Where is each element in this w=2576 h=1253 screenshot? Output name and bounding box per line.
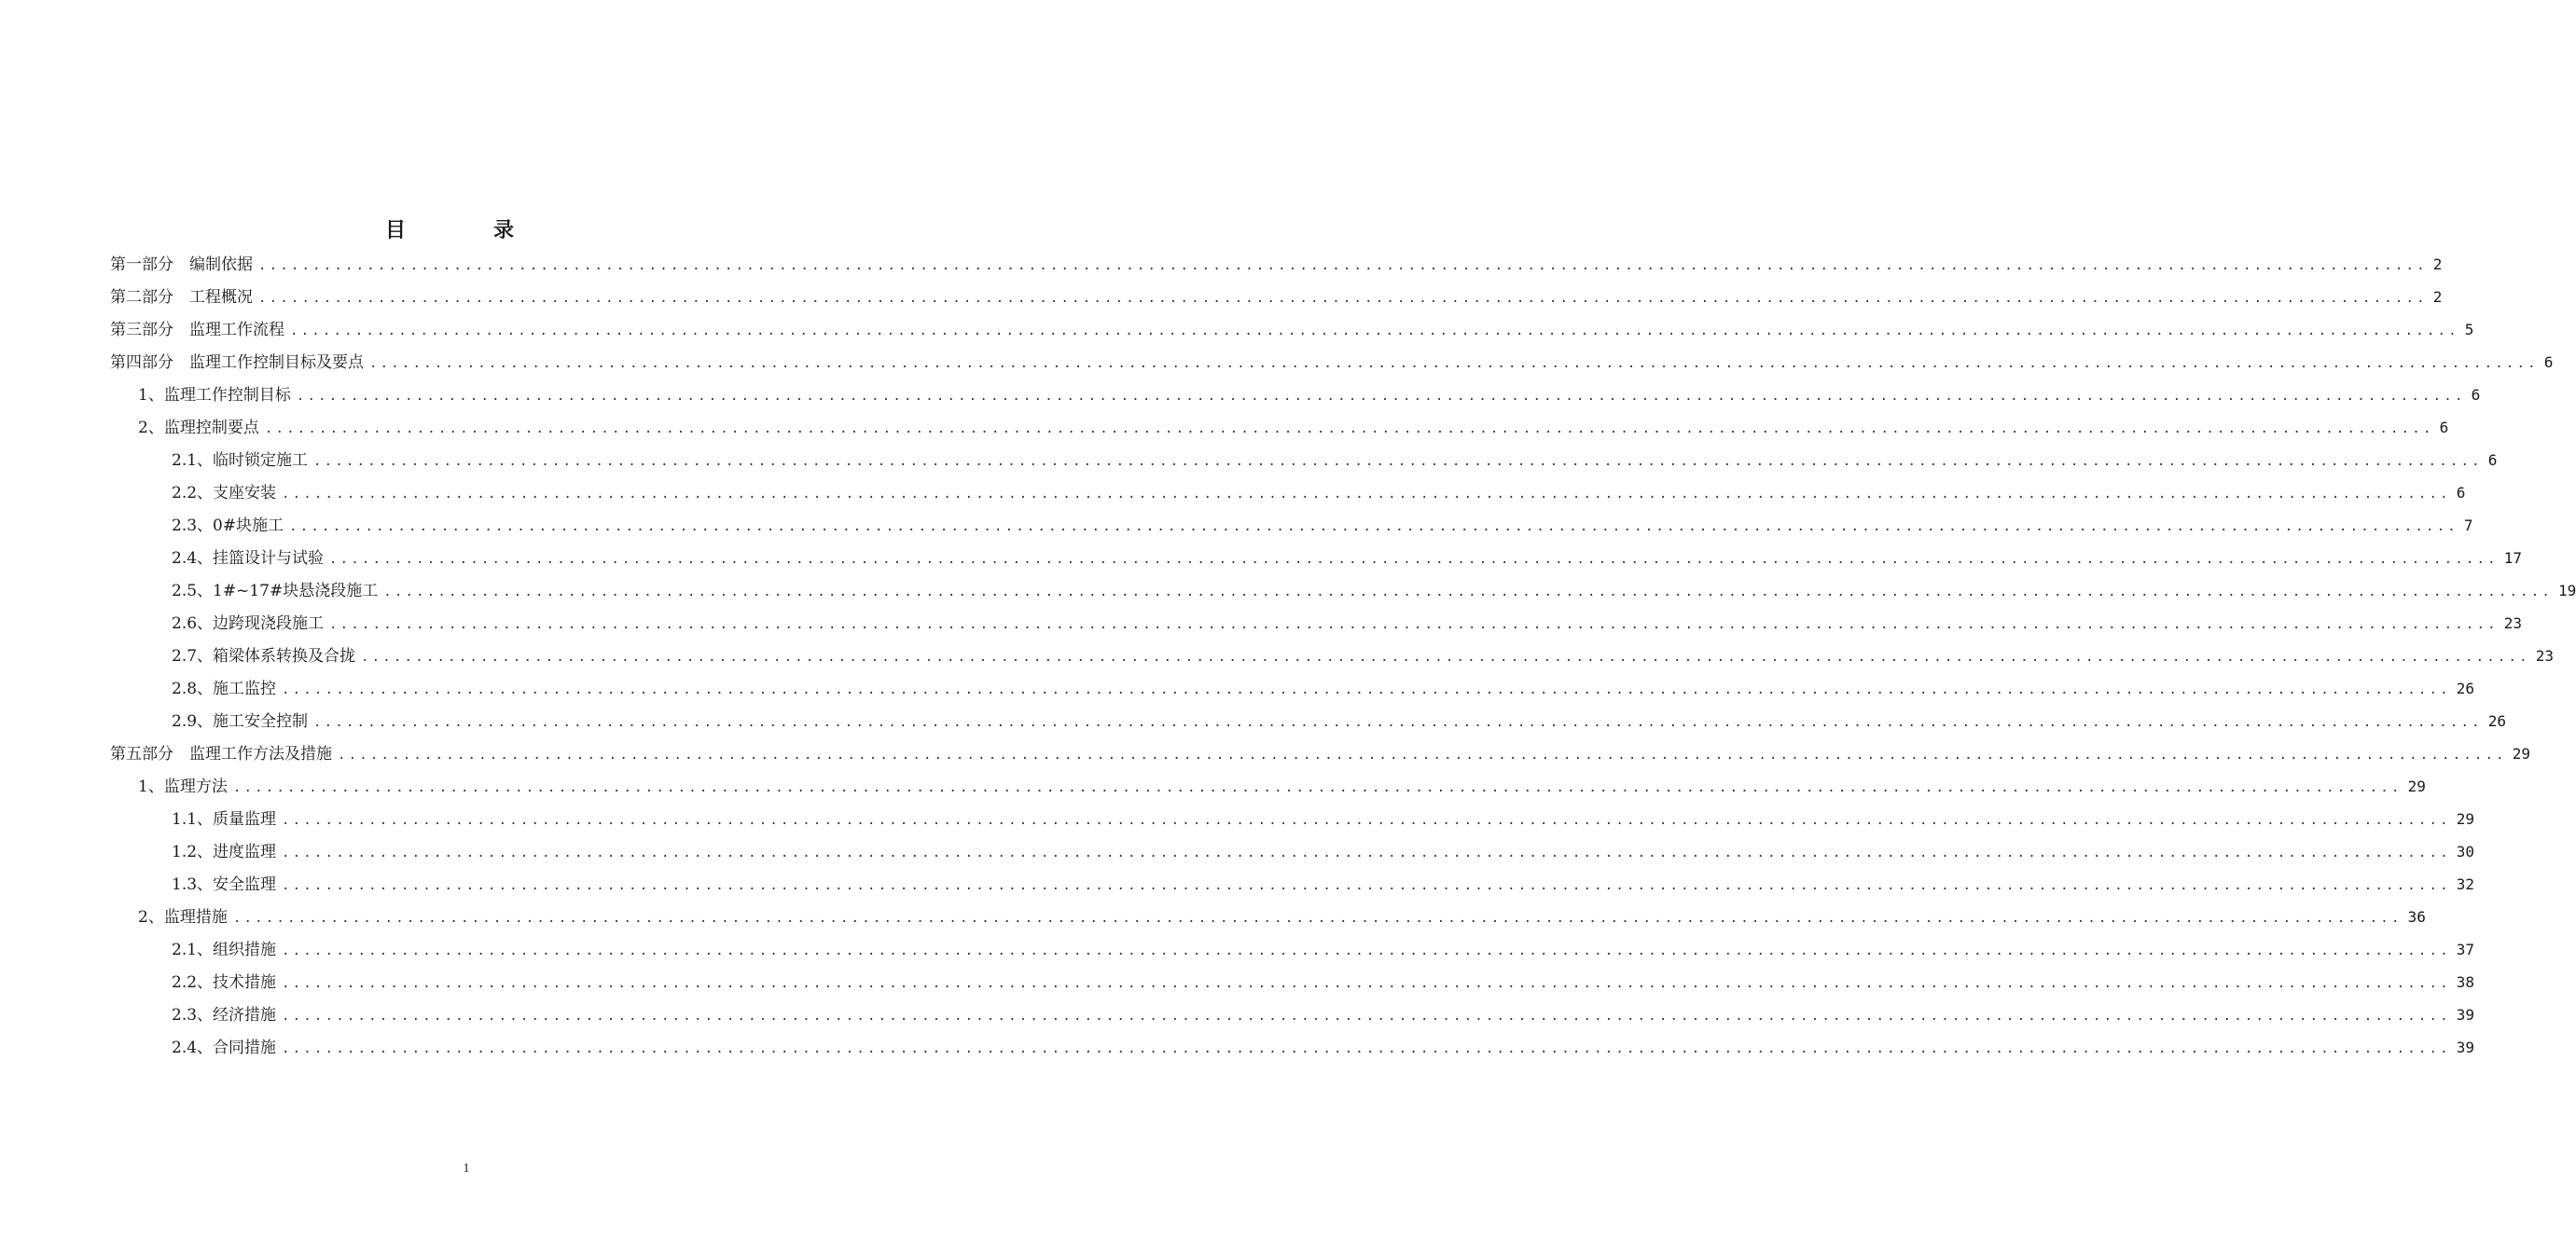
toc-entry-label: 第一部分 编制依据 <box>110 255 253 274</box>
toc-entry[interactable] <box>172 509 2473 542</box>
dot-leader: ........................................................................................................................................................................................................ <box>361 650 2530 665</box>
toc-entry-label: 1、监理工作控制目标 <box>138 386 291 405</box>
dot-leader: ........................................................................................................................................................................................................ <box>282 878 2451 893</box>
toc-entry-page: 17 <box>2503 549 2523 567</box>
toc-entry[interactable] <box>172 640 2555 672</box>
toc-entry-page: 36 <box>2407 908 2426 926</box>
toc-entry-page: 2 <box>2432 255 2443 273</box>
toc-entry-label: 2.8、施工监控 <box>172 680 277 698</box>
dot-leader: ........................................................................................................................................................................................................ <box>232 911 2403 926</box>
dot-leader: ........................................................................................................................................................................................................ <box>289 519 2458 534</box>
dot-leader: ........................................................................................................................................................................................................ <box>282 943 2451 958</box>
toc-entry[interactable] <box>172 705 2507 737</box>
toc-entry-label: 2.3、0#块施工 <box>172 516 284 535</box>
toc-entry-label: 2.9、施工安全控制 <box>172 712 309 731</box>
toc-entry-page: 38 <box>2456 973 2475 991</box>
toc-entry-page: 39 <box>2456 1039 2475 1056</box>
dot-leader: ........................................................................................................................................................................................................ <box>282 976 2451 991</box>
dot-leader: ........................................................................................................................................................................................................ <box>313 715 2483 730</box>
toc-entry-label: 1.2、进度监理 <box>172 843 277 861</box>
toc-entry[interactable] <box>172 607 2523 640</box>
toc-entry-page: 6 <box>2439 419 2449 436</box>
toc-entry[interactable] <box>138 379 2481 411</box>
toc-entry[interactable] <box>172 835 2475 868</box>
toc-entry[interactable] <box>138 770 2426 803</box>
toc-entry-label: 2.1、临时锁定施工 <box>172 451 309 470</box>
toc-entry-page: 5 <box>2464 321 2474 338</box>
toc-entry[interactable] <box>110 281 2443 313</box>
toc-entry-label: 1.3、安全监理 <box>172 875 277 894</box>
toc-entry-page: 2 <box>2432 288 2443 306</box>
toc-entry[interactable] <box>138 901 2426 933</box>
toc-entry-page: 23 <box>2535 647 2555 665</box>
toc-entry-label: 2、监理控制要点 <box>138 419 259 437</box>
dot-leader: ........................................................................................................................................................................................................ <box>258 291 2428 306</box>
toc-entry-page: 29 <box>2456 810 2475 828</box>
toc-entry[interactable] <box>110 346 2554 379</box>
toc-entry-label: 2.1、组织措施 <box>172 941 277 959</box>
toc-entry[interactable] <box>172 574 2576 607</box>
dot-leader: ........................................................................................................................................................................................................ <box>383 585 2553 599</box>
toc-entry-page: 6 <box>2456 484 2466 502</box>
toc-entry[interactable] <box>172 444 2498 476</box>
toc-entry-page: 37 <box>2456 941 2475 958</box>
toc-entry-page: 6 <box>2487 451 2498 469</box>
toc-entry[interactable] <box>172 966 2475 998</box>
dot-leader: ........................................................................................................................................................................................................ <box>282 487 2451 502</box>
toc-entry[interactable] <box>110 313 2474 346</box>
toc-entry[interactable] <box>110 248 2443 281</box>
toc-entry-page: 26 <box>2456 680 2475 697</box>
toc-entry-label: 2.2、支座安装 <box>172 484 277 503</box>
toc-entry-page: 19 <box>2557 582 2576 599</box>
toc-entry[interactable] <box>110 737 2531 770</box>
toc-entry-label: 第四部分 监理工作控制目标及要点 <box>110 353 364 372</box>
toc-entry-label: 2.6、边跨现浇段施工 <box>172 614 325 633</box>
toc-entry-page: 7 <box>2463 516 2473 534</box>
toc-entry-page: 6 <box>2543 353 2554 371</box>
dot-leader: ........................................................................................................................................................................................................ <box>282 1009 2451 1024</box>
toc-entry-page: 29 <box>2512 745 2531 763</box>
dot-leader: ........................................................................................................................................................................................................ <box>329 617 2499 632</box>
toc-entry-page: 6 <box>2471 386 2481 404</box>
toc-entry[interactable] <box>172 933 2475 966</box>
toc-entry-page: 39 <box>2456 1006 2475 1024</box>
toc-entry-page: 23 <box>2503 614 2523 632</box>
dot-leader: ........................................................................................................................................................................................................ <box>296 389 2466 404</box>
toc-title: 目 录 <box>384 219 547 242</box>
toc-entry-label: 2、监理措施 <box>138 908 228 927</box>
toc-entry[interactable] <box>172 672 2475 705</box>
toc-entry-page: 30 <box>2456 843 2475 861</box>
toc-entry-label: 2.2、技术措施 <box>172 973 277 992</box>
dot-leader: ........................................................................................................................................................................................................ <box>232 780 2403 795</box>
dot-leader: ........................................................................................................................................................................................................ <box>369 356 2539 371</box>
page-number: 1 <box>463 1162 470 1176</box>
dot-leader: ........................................................................................................................................................................................................ <box>313 454 2483 469</box>
toc-entry[interactable] <box>172 542 2523 574</box>
toc-entry[interactable] <box>138 411 2449 444</box>
toc-entry-label: 2.4、合同措施 <box>172 1039 277 1057</box>
toc-entry[interactable] <box>172 803 2475 835</box>
toc-entry-label: 第三部分 监理工作流程 <box>110 321 284 339</box>
dot-leader: ........................................................................................................................................................................................................ <box>282 1041 2451 1056</box>
toc-entry-label: 2.7、箱梁体系转换及合拢 <box>172 647 356 666</box>
toc-entry-label: 第二部分 工程概况 <box>110 288 253 307</box>
toc-entry[interactable] <box>172 868 2475 901</box>
dot-leader: ........................................................................................................................................................................................................ <box>290 324 2459 338</box>
toc-entry[interactable] <box>172 998 2475 1031</box>
toc-entry-label: 2.4、挂篮设计与试验 <box>172 549 325 568</box>
toc-entry-label: 1.1、质量监理 <box>172 810 277 829</box>
toc-entry-page: 29 <box>2407 778 2426 795</box>
toc-entry-page: 26 <box>2487 712 2507 730</box>
toc-entry-label: 2.3、经济措施 <box>172 1006 277 1025</box>
dot-leader: ........................................................................................................................................................................................................ <box>282 813 2451 828</box>
toc-entry[interactable] <box>172 1031 2475 1064</box>
toc-entry-page: 32 <box>2456 875 2475 893</box>
dot-leader: ........................................................................................................................................................................................................ <box>329 552 2499 567</box>
toc-entry-label: 第五部分 监理工作方法及措施 <box>110 745 332 764</box>
toc-entry-label: 1、监理方法 <box>138 778 228 796</box>
dot-leader: ........................................................................................................................................................................................................ <box>258 258 2428 273</box>
dot-leader: ........................................................................................................................................................................................................ <box>338 748 2507 763</box>
dot-leader: ........................................................................................................................................................................................................ <box>264 421 2434 436</box>
toc-entry[interactable] <box>172 476 2466 509</box>
toc-entry-label: 2.5、1#~17#块悬浇段施工 <box>172 582 379 600</box>
dot-leader: ........................................................................................................................................................................................................ <box>282 846 2451 861</box>
dot-leader: ........................................................................................................................................................................................................ <box>282 682 2451 697</box>
